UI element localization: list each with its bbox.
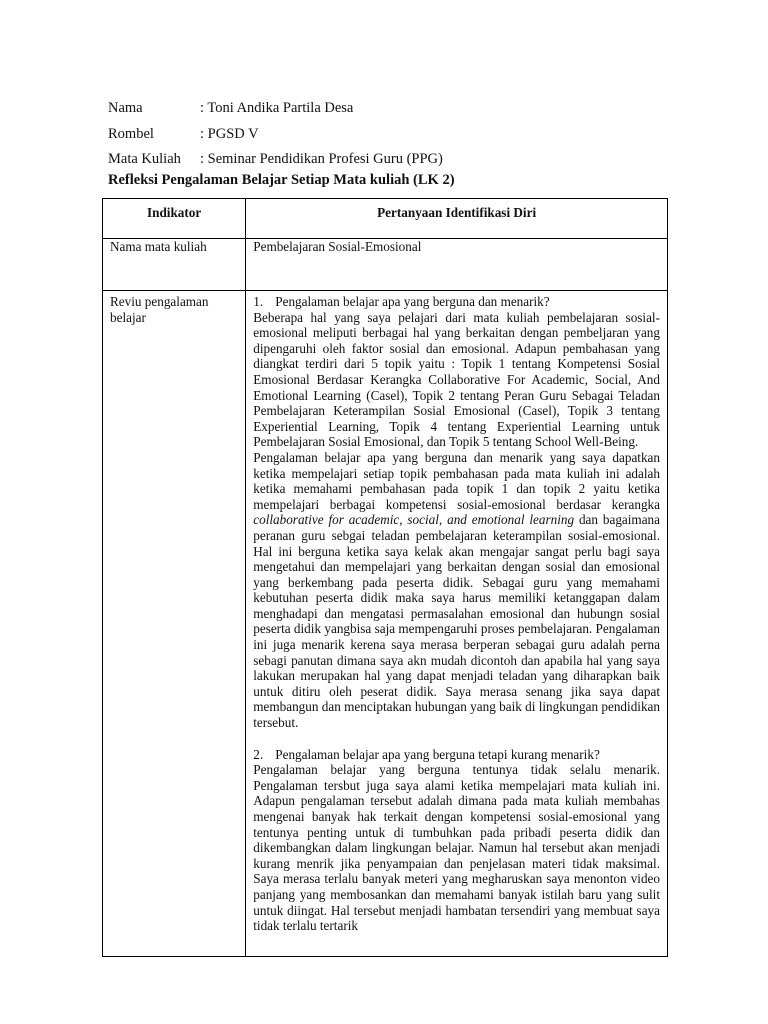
header-pertanyaan: Pertanyaan Identifikasi Diri — [246, 199, 668, 239]
header-indikator: Indikator — [103, 199, 246, 239]
indicator-cell: Nama mata kuliah — [103, 239, 246, 291]
document-heading: Refleksi Pengalaman Belajar Setiap Mata kuliah (LK 2) — [108, 172, 455, 188]
table-row — [103, 239, 668, 291]
question-2: 2. Pengalaman belajar apa yang berguna tetapi kurang menarik? — [253, 746, 600, 762]
rombel-label: Rombel — [108, 125, 154, 142]
indicator-cell: Reviu pengalaman belajar — [103, 291, 246, 957]
nama-label: Nama — [108, 100, 143, 116]
identity-block — [108, 96, 443, 173]
meta-row-matkul — [108, 147, 443, 173]
answer-2-paragraph-1: Pengalaman belajar yang berguna tentunya tidak selalu menarik. Pengalaman tersbut juga saya alami ketika mempelajari mata kuliah ini. Adapun pengalaman tersebut adalah dimana pada mata kuliah membahas mengenai banyak hak terkait dengan kompetensi sosial-emosional yang tentunya penting untuk di tumbuhkan pada pribadi peserta didik dan dikembangkan dalam lingkungan belajar. Namun hal tersebut akan menjadi kurang menrik jika penyampaian dan penjelasan materi tidak maksimal. Saya merasa terlalu banyak meteri yang megharuskan saya menonton video panjang yang membosankan dan memahami banyak istilah baru yang sulit untuk diingat. Hal tersebut menjadi hambatan tersendiri yang membuat saya tidak terlalu tertarik — [253, 762, 660, 934]
meta-row-rombel — [108, 122, 443, 148]
course-name-cell: Pembelajaran Sosial-Emosional — [246, 239, 668, 291]
meta-row-nama — [108, 96, 443, 122]
answer-1-paragraph-1: Beberapa hal yang saya pelajari dari mata kuliah pembelajaran sosial-emosional meliputi berbagai hal yang berkaitan dengan pembeljaran yang dipengaruhi oleh faktor sosial dan emosional. Adapun pembahasan yang diangkat terdiri dari 5 topik yaitu : Topik 1 tentang Kompetensi Sosial Emosional Berdasar Kerangka Collaborative For Academic, Social, And Emotional Learning (Casel), Topik 2 tentang Peran Guru Sebagai Teladan Pembelajaran Keterampilan Sosial Emosional (Casel), Topik 3 tentang Experiential Learning, Topik 4 tentang Experiential Learning untuk Pembelajaran Sosial Emosional, dan Topik 5 tentang School Well-Being. — [253, 309, 660, 450]
matkul-value: : Seminar Pendidikan Profesi Guru (PPG) — [200, 151, 443, 167]
matkul-label: Mata Kuliah — [108, 151, 181, 167]
question-1: 1. Pengalaman belajar apa yang berguna dan menarik? — [253, 294, 550, 309]
reflection-table — [102, 198, 668, 957]
answer-1-paragraph-2: Pengalaman belajar apa yang berguna dan menarik yang saya dapatkan ketika mempelajari setiap topik pembahasan pada mata kuliah ini adalah ketika memahami pembahasan pada topik 1 dan topik 2 yaitu ketika mempelajari berbagai kompetensi sosial-emosional berdasar kerangka collaborative for academic, social, and emotional learning dan bagaimana peranan guru sebgai teladan pembelajaran keterampilan sosial-emosional. Hal ini berguna ketika saya kelak akan mengajar sangat perlu bagi saya mengetahui dan mempelajari yang berkaitan dengan sosial dan emosional yang berkembang pada peserta didik. Sebagai guru yang memahami kebutuhan peserta didik maka saya harus memiliki ketanggapan dalam menghadapi dan mengatasi permasalahan emosional dan hubungn sosial peserta didik yangbisa saja mempengaruhi proses pembelajaran. Pengalaman ini juga menarik kerena saya merasa berperan sebagai guru adalah perna sebagi panutan dimana saya akn mudah dicontoh dan apabila hal yang saya lakukan merupakan hal yang dapat menjadi teladan yang diharapkan baik untuk ditiru oleh peserat didik. Saya merasa senang jika saya dapat membangun dan menciptakan hubungan yang baik di lingkungan pendidikan tersebut. — [253, 449, 660, 731]
review-cell — [246, 291, 668, 957]
nama-value: : Toni Andika Partila Desa — [200, 100, 354, 116]
table-header-row — [103, 199, 668, 239]
rombel-value: : PGSD V — [200, 125, 259, 142]
table-row — [103, 291, 668, 957]
